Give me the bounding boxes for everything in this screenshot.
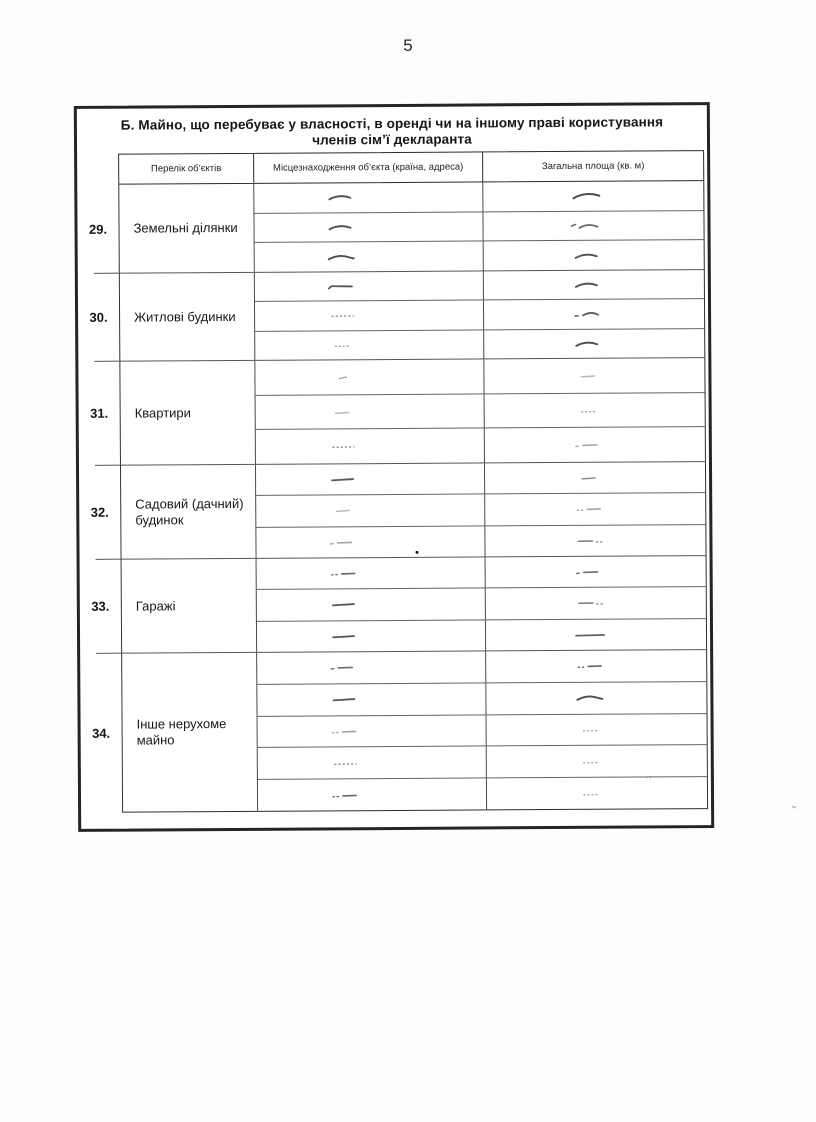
- empty-mark: [571, 628, 611, 640]
- group-cells: [121, 555, 708, 653]
- table-row: [257, 681, 707, 716]
- empty-mark: [323, 310, 363, 322]
- table-row: [257, 713, 707, 748]
- property-group: [78, 269, 706, 361]
- group-cells: [120, 461, 707, 559]
- row-number: 29.: [88, 221, 108, 237]
- property-table: [77, 150, 708, 813]
- empty-mark: [324, 536, 364, 548]
- table-row: [256, 524, 706, 558]
- cell-location: [255, 429, 484, 464]
- row-label: Інше нерухоме майно: [122, 653, 257, 812]
- empty-mark: [325, 693, 365, 705]
- header-objects-list: Перелік об’єктів: [151, 163, 222, 175]
- empty-mark: [322, 221, 362, 233]
- cell-location: [255, 463, 484, 495]
- group-rows: [256, 556, 706, 652]
- group-cells: [118, 181, 705, 273]
- cell-area: [485, 493, 706, 525]
- group-rows: [255, 462, 705, 558]
- table-row: [254, 210, 704, 242]
- cell-area: [484, 329, 705, 359]
- property-group: [79, 461, 707, 559]
- table-row: [254, 239, 704, 271]
- cell-area: [483, 299, 704, 329]
- empty-mark: [569, 337, 609, 349]
- row-number: 31.: [78, 361, 120, 465]
- empty-mark: [324, 473, 364, 485]
- row-label: Земельні ділянки: [119, 184, 254, 273]
- cell-area: [483, 181, 704, 211]
- empty-mark: [323, 406, 363, 418]
- table-row: [254, 270, 704, 301]
- cell-area: [486, 777, 707, 809]
- empty-mark: [568, 249, 608, 261]
- empty-mark: [571, 692, 611, 704]
- empty-mark: [571, 660, 611, 672]
- table-row: [257, 650, 707, 684]
- group-cells: [119, 357, 706, 465]
- empty-mark: [570, 472, 610, 484]
- empty-mark: [568, 190, 608, 202]
- table-row: [255, 462, 705, 495]
- row-label: Квартири: [120, 361, 255, 465]
- cell-location: [257, 779, 486, 811]
- cell-location: [254, 301, 483, 331]
- cell-location: [257, 683, 486, 715]
- row-number: 33.: [80, 559, 122, 653]
- cell-area: [486, 682, 707, 714]
- row-number: 32.: [79, 465, 121, 559]
- empty-mark: [323, 371, 363, 383]
- empty-mark: [322, 280, 362, 292]
- property-group: [80, 649, 708, 813]
- empty-mark: [569, 279, 609, 291]
- row-number: 30.: [78, 273, 120, 361]
- cell-area: [486, 745, 707, 777]
- empty-mark: [322, 251, 362, 263]
- cell-location: [256, 495, 485, 527]
- ink-smudge: ·:: [645, 774, 653, 782]
- empty-mark: [325, 662, 365, 674]
- empty-mark: [325, 757, 365, 769]
- group-rows: [257, 650, 707, 811]
- cell-area: [484, 358, 705, 393]
- empty-mark: [323, 440, 363, 452]
- declaration-section-b-box: [74, 102, 714, 832]
- table-row: [256, 556, 706, 589]
- cell-area: [483, 240, 704, 270]
- table-row: [254, 298, 704, 330]
- cell-area: [486, 714, 707, 746]
- cell-location: [257, 715, 486, 747]
- cell-location: [254, 271, 483, 301]
- cell-area: [483, 270, 704, 300]
- cell-area: [485, 556, 706, 588]
- empty-mark: [570, 503, 610, 515]
- empty-mark: [569, 404, 609, 416]
- empty-mark: [324, 567, 364, 579]
- cell-location: [256, 620, 485, 652]
- page-speck: [792, 805, 796, 808]
- property-group: [80, 555, 708, 653]
- group-rows: [255, 358, 705, 464]
- table-row: [255, 392, 705, 429]
- property-group: [78, 357, 706, 465]
- property-group: [77, 181, 705, 273]
- cell-area: [485, 525, 706, 557]
- table-row: [257, 776, 707, 811]
- table-row: [255, 328, 705, 360]
- empty-mark: [570, 439, 610, 451]
- empty-mark: [569, 370, 609, 382]
- section-title-line2: членів сім’ї декларанта: [312, 131, 472, 148]
- header-total-area: Загальна площа (кв. м): [482, 151, 703, 181]
- table-body: [77, 181, 708, 813]
- empty-mark: [322, 192, 362, 204]
- empty-mark: [325, 789, 365, 801]
- cell-area: [483, 211, 704, 241]
- empty-mark: [325, 725, 365, 737]
- empty-mark: [568, 220, 608, 232]
- table-row: [256, 618, 706, 652]
- ink-dot: [416, 551, 419, 554]
- cell-area: [485, 587, 706, 619]
- empty-mark: [324, 630, 364, 642]
- row-label: Житлові будинки: [120, 273, 255, 361]
- empty-mark: [571, 597, 611, 609]
- cell-location: [255, 359, 484, 394]
- table-row: [255, 358, 705, 394]
- empty-mark: [570, 566, 610, 578]
- table-header-row: [118, 150, 704, 185]
- empty-mark: [323, 339, 363, 351]
- empty-mark: [569, 308, 609, 320]
- group-rows: [254, 270, 704, 360]
- table-row: [256, 586, 706, 620]
- cell-location: [257, 651, 486, 683]
- cell-area: [486, 650, 707, 682]
- page-number: 5: [403, 36, 413, 55]
- empty-mark: [572, 787, 612, 799]
- cell-location: [256, 557, 485, 589]
- empty-mark: [324, 599, 364, 611]
- table-row: [254, 181, 704, 212]
- group-rows: [254, 181, 704, 272]
- cell-location: [255, 330, 484, 360]
- section-letter: Б.: [120, 117, 135, 133]
- row-number: 34.: [80, 653, 122, 813]
- table-row: [256, 492, 706, 526]
- group-cells: [119, 269, 706, 361]
- cell-location: [255, 394, 484, 429]
- cell-location: [257, 747, 486, 779]
- group-cells: [121, 649, 708, 813]
- cell-area: [484, 427, 705, 462]
- table-row: [255, 426, 705, 463]
- cell-location: [254, 212, 483, 242]
- cell-area: [484, 462, 705, 494]
- table-row: [257, 744, 707, 782]
- cell-location: [254, 242, 483, 272]
- cell-location: [256, 589, 485, 621]
- section-title-line1: Майно, що перебуває у власності, в оренді чи на іншому праві користування: [138, 114, 664, 133]
- header-object-location: Місцезнаходження об’єкта (країна, адреса): [253, 152, 482, 182]
- cell-area: [485, 619, 706, 651]
- cell-location: [254, 182, 483, 212]
- empty-mark: [324, 505, 364, 517]
- row-label: Садовий (дачний) будинок: [121, 465, 256, 559]
- row-label: Гаражі: [122, 559, 257, 653]
- empty-mark: [570, 534, 610, 546]
- section-title: [77, 114, 707, 150]
- cell-area: [484, 393, 705, 428]
- empty-mark: [572, 755, 612, 767]
- empty-mark: [571, 724, 611, 736]
- cell-location: [256, 526, 485, 558]
